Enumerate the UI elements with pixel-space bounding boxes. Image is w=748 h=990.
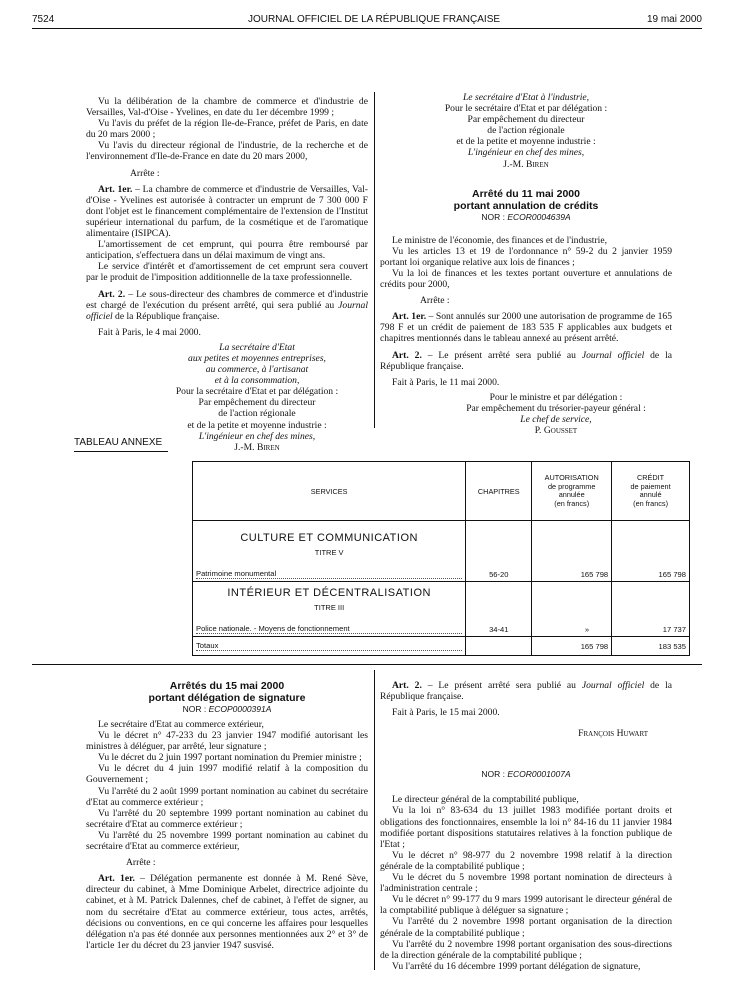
paragraph: Vu l'arrêté du 2 novembre 1998 portant organisation des sous-directions de la direction générale de la comptabilité publique ; xyxy=(380,938,672,961)
article-label: Art. 2. xyxy=(98,288,126,300)
signature-line: Par empêchement du directeur xyxy=(198,397,316,409)
journal-officiel-ref: Journal officiel xyxy=(86,299,368,322)
journal-title: JOURNAL OFFICIEL DE LA RÉPUBLIQUE FRANÇAISE xyxy=(247,14,501,25)
nor-reference xyxy=(86,704,368,715)
paragraph: Vu la loi de finances et les textes portant ouverture et annulations de crédits pour 2000, xyxy=(380,267,672,291)
section-subtitle: TITRE V xyxy=(314,548,344,557)
signature-line: Le chef de service, xyxy=(520,413,592,425)
signature-line: de l'action régionale xyxy=(218,408,296,420)
bottom-right-column xyxy=(380,680,672,972)
article-2 xyxy=(380,350,672,372)
arrete-line: Arrête : xyxy=(130,167,160,179)
article-text: – La chambre de commerce et d'industrie de Versailles, Val-d'Oise - Yvelines est autorisée à contracter un emprunt de 7 300 000 F dont l'objet est le financement complémentaire de l'extension de l'Institut supérieur international du parfum, de la cosmétique et de l'aromatique alimentaire (ISIPCA). xyxy=(86,183,368,240)
article-2 xyxy=(380,680,672,702)
cp-total: 183 535 xyxy=(612,637,690,656)
nor-code: ECOR0001007A xyxy=(507,769,571,780)
fait-a-paris: Fait à Paris, le 15 mai 2000. xyxy=(392,707,500,719)
signature-line: aux petites et moyennes entreprises, xyxy=(188,352,326,364)
article-1 xyxy=(86,873,368,951)
journal-officiel-ref: Journal officiel xyxy=(581,349,645,361)
column-divider xyxy=(374,92,375,428)
signature-line: de l'action régionale xyxy=(487,125,565,137)
ap-total: 165 798 xyxy=(532,637,612,656)
column-header: CHAPITRES xyxy=(466,462,532,521)
annexe-label-rule xyxy=(74,451,168,452)
paragraph: Vu l'arrêté du 25 novembre 1999 portant nomination au cabinet du secrétaire d'Etat au commerce extérieur, xyxy=(86,829,368,853)
paragraph: Vu la délibération de la chambre de commerce et d'industrie de Versailles, Val-d'Oise - Yvelines, en date du 1er décembre 1999 ; xyxy=(86,96,368,119)
article-label: Art. 1er. xyxy=(392,311,427,323)
paragraph: Vu l'avis du préfet de la région Ile-de-France, préfet de Paris, en date du 20 mars 2000 ; xyxy=(86,118,368,141)
bottom-left-column xyxy=(86,680,368,951)
paragraph: Vu l'arrêté du 20 septembre 1999 portant nomination au cabinet du secrétaire d'Etat au commerce extérieur ; xyxy=(86,807,368,830)
paragraph: Vu le décret du 2 juin 1997 portant nomination du Premier ministre ; xyxy=(98,752,362,764)
ap-cell: 165 798 xyxy=(532,521,612,582)
section-title: INTÉRIEUR ET DÉCENTRALISATION xyxy=(227,587,431,599)
table-row xyxy=(193,582,690,637)
signature-line: La secrétaire d'Etat xyxy=(219,341,295,353)
article-text: – Le sous-directeur des chambres de commerce et d'industrie est chargé de l'exécution du présent arrêté, qui sera publié au xyxy=(86,288,368,311)
nor-label: NOR : xyxy=(481,769,508,780)
article-text: – Le présent arrêté sera publié au xyxy=(421,680,582,691)
signature-line: L'ingénieur en chef des mines, xyxy=(198,430,316,442)
fait-a-paris: Fait à Paris, le 11 mai 2000. xyxy=(392,376,500,388)
paragraph: Vu la loi n° 83-634 du 13 juillet 1983 modifiée portant droits et obligations des fonctionnaires, ensemble la loi n° 84-16 du 11 janvier 1984 modifiée portant dispositions statutaires relatives à la fonction publique de l'Etat ; xyxy=(380,805,672,850)
signatory-name: J.-M. Biren xyxy=(234,441,280,453)
decree-title: Arrêtés du 15 mai 2000 xyxy=(169,680,285,692)
annexe-label: TABLEAU ANNEXE xyxy=(74,437,163,448)
cp-cell: 165 798 xyxy=(612,521,690,582)
column-header: AUTORISATION de programme annulée (en francs) xyxy=(532,462,612,521)
nor-code: ECOR0004639A xyxy=(507,211,571,222)
article-text: – Le présent arrêté sera publié au xyxy=(421,349,582,361)
decree-title: Arrêté du 11 mai 2000 xyxy=(472,187,580,200)
top-right-column xyxy=(380,92,672,436)
decree-subtitle: portant annulation de crédits xyxy=(453,199,599,212)
paragraph: Vu l'arrêté du 2 novembre 1998 portant organisation de la direction générale de la comptabilité publique ; xyxy=(380,916,672,939)
table-row xyxy=(193,521,690,582)
chapitre-cell: 34-41 xyxy=(466,582,532,637)
ap-cell: » xyxy=(532,582,612,637)
article-text: de la République française. xyxy=(112,310,220,322)
nor-label: NOR : xyxy=(481,211,508,222)
signature-line: Par empêchement du trésorier-payeur général : xyxy=(466,402,646,414)
column-divider xyxy=(374,670,375,970)
paragraph: Le service d'intérêt et d'amortissement de cet emprunt sera couvert par le produit de l'imposition additionnelle de la taxe professionnelle. xyxy=(86,261,368,284)
signature-line: Le secrétaire d'Etat à l'industrie, xyxy=(462,92,590,103)
signature-block xyxy=(146,342,368,453)
article-text: – Sont annulés sur 2000 une autorisation de programme de 165 798 F et un crédit de paiement de 183 535 F applicables aux budgets et chapitres mentionnés dans le tableau annexé au présent arrêté. xyxy=(380,311,672,345)
article-1 xyxy=(86,184,368,239)
signature-line: Pour la secrétaire d'Etat et par délégation : xyxy=(175,386,339,398)
signature-block xyxy=(380,92,672,170)
article-label: Art. 1er. xyxy=(98,183,133,195)
cp-cell: 17 737 xyxy=(612,582,690,637)
article-label: Art. 2. xyxy=(392,680,422,691)
paragraph: Vu le décret n° 98-977 du 2 novembre 1998 relatif à la direction générale de la comptabilité publique ; xyxy=(380,849,672,872)
page-number: 7524 xyxy=(32,14,55,25)
section-rule xyxy=(32,664,702,665)
signature-line: et de la petite et moyenne industrie : xyxy=(456,136,596,148)
journal-officiel-ref: Journal officiel xyxy=(581,680,645,691)
paragraph: Vu le décret du 4 juin 1997 modifié relatif à la composition du Gouvernement ; xyxy=(86,763,368,786)
column-header: CRÉDIT de paiement annulé (en francs) xyxy=(612,462,690,521)
paragraph: Vu le décret n° 99-177 du 9 mars 1999 autorisant le directeur général de la comptabilité publique à déléguer sa signature ; xyxy=(380,894,672,917)
section-cell xyxy=(193,521,466,582)
signature-block-2 xyxy=(440,392,672,436)
service-name: Patrimoine monumental xyxy=(196,569,462,579)
signature-line: au commerce, à l'artisanat xyxy=(205,364,309,376)
section-cell xyxy=(193,582,466,637)
issue-date: 19 mai 2000 xyxy=(646,14,702,25)
signature-line: Pour le ministre et par délégation : xyxy=(489,391,623,403)
decree-subtitle: portant délégation de signature xyxy=(148,692,306,704)
signatory-name: François Huwart xyxy=(578,728,648,740)
article-1 xyxy=(380,311,672,344)
fait-a-paris: Fait à Paris, le 4 mai 2000. xyxy=(98,326,201,338)
nor-reference xyxy=(380,769,672,780)
totals-label-cell xyxy=(193,637,466,656)
paragraph: Le secrétaire d'Etat au commerce extérieur, xyxy=(98,719,264,730)
article-text: de la République française. xyxy=(380,680,672,703)
paragraph: Vu le décret n° 47-233 du 23 janvier 1947 modifié autorisant les ministres à déléguer, par arrêté, leur signature ; xyxy=(86,730,368,753)
article-text: de la République française. xyxy=(380,349,672,372)
signatory-name: J.-M. Biren xyxy=(503,158,549,170)
signature-line: Pour le secrétaire d'Etat et par délégation : xyxy=(444,103,608,115)
paragraph: Vu l'arrêté du 16 décembre 1999 portant délégation de signature, xyxy=(392,960,641,972)
section-subtitle: TITRE III xyxy=(314,603,345,612)
article-2 xyxy=(86,289,368,322)
signature-line: L'ingénieur en chef des mines, xyxy=(467,147,585,159)
paragraph: Le directeur général de la comptabilité publique, xyxy=(392,794,579,806)
chapitre-cell: 56-20 xyxy=(466,521,532,582)
paragraph: Le ministre de l'économie, des finances et de l'industrie, xyxy=(392,234,607,246)
signature-line: et à la consommation, xyxy=(214,375,300,387)
totals-row xyxy=(193,637,690,656)
service-name: Police nationale. - Moyens de fonctionnement xyxy=(196,624,462,634)
column-header: SERVICES xyxy=(193,462,466,521)
arrete-line: Arrête : xyxy=(126,857,156,869)
paragraph: Vu les articles 13 et 19 de l'ordonnance n° 59-2 du 2 janvier 1959 portant loi organique relative aux lois de finances ; xyxy=(380,245,672,268)
top-left-column xyxy=(86,96,368,453)
paragraph: L'amortissement de cet emprunt, qui pourra être remboursé par anticipation, s'effectuera dans un délai maximum de vingt ans. xyxy=(86,239,368,262)
article-label: Art. 2. xyxy=(392,349,422,361)
paragraph: Vu le décret du 5 novembre 1998 portant nomination de directeurs à l'administration centrale ; xyxy=(380,872,672,895)
signature-line: Par empêchement du directeur xyxy=(467,114,585,126)
section-title: CULTURE ET COMMUNICATION xyxy=(240,532,418,544)
annexe-table xyxy=(192,461,690,656)
empty-cell xyxy=(466,637,532,656)
table-header-row xyxy=(193,462,690,521)
nor-label: NOR : xyxy=(182,704,209,714)
signatory-name: P. Gousset xyxy=(534,425,578,437)
article-label: Art. 1er. xyxy=(98,873,135,885)
arrete-line: Arrête : xyxy=(420,295,450,307)
article-text: – Délégation permanente est donnée à M. René Sève, directeur du cabinet, à Mme Dominique Arbelet, directrice adjointe du cabinet, et à M. Patrick Dalennes, chef de cabinet, à l'effet de signer, au nom du secrétaire d'Etat au commerce extérieur, tous actes, arrêtés, décisions ou conventions, en ce qui concerne les affaires pour lesquelles délégation n'a pas été donnée aux personnes mentionnées aux 2° et 3° de l'article 1er du décret du 23 janvier 1947 susvisé. xyxy=(86,873,368,951)
totals-label: Totaux xyxy=(196,641,462,651)
header-rule xyxy=(32,28,702,29)
nor-reference xyxy=(380,212,672,223)
paragraph: Vu l'arrêté du 2 août 1999 portant nomination au cabinet du secrétaire d'Etat au commerce extérieur ; xyxy=(86,785,368,808)
nor-code: ECOP0000391A xyxy=(208,704,272,714)
signature-line: et de la petite et moyenne industrie : xyxy=(187,419,327,431)
paragraph: Vu l'avis du directeur régional de l'industrie, de la recherche et de l'environnement d'Ile-de-France en date du 20 mars 2000, xyxy=(86,140,368,163)
